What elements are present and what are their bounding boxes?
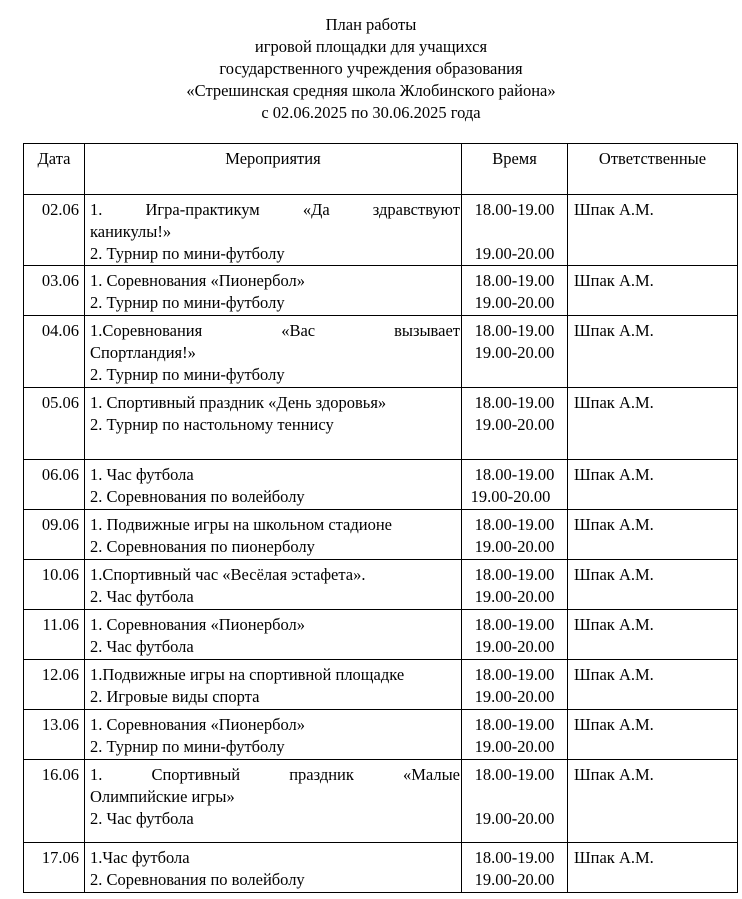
event-item: 1. Час футбола [90, 465, 194, 484]
time-cell [462, 560, 568, 610]
event-item: 1.Подвижные игры на спортивной площадке [90, 665, 405, 684]
event-item: 1. Спортивный праздник «Малые [90, 765, 460, 784]
time-slot: 18.00-19.00 [474, 200, 555, 219]
table-row [24, 195, 738, 266]
event-item: 1.Спортивный час «Весёлая эстафета». [90, 565, 366, 584]
events-cell [85, 760, 462, 843]
time-slot: 19.00-20.00 [474, 637, 555, 656]
event-item: 1. Соревнования «Пионербол» [90, 271, 306, 290]
schedule-table [23, 143, 738, 893]
table-row [24, 560, 738, 610]
time-slot: 19.00-20.00 [474, 244, 555, 263]
time-slot: 18.00-19.00 [474, 765, 555, 784]
time-slot: 18.00-19.00 [474, 848, 555, 867]
time-slot: 18.00-19.00 [474, 565, 555, 584]
time-slot: 19.00-20.00 [474, 737, 555, 756]
time-cell [462, 510, 568, 560]
time-slot: 19.00-20.00 [474, 537, 555, 556]
event-item: 1. Спортивный праздник «День здоровья» [90, 393, 387, 412]
time-slot: 18.00-19.00 [474, 393, 555, 412]
event-item: 2. Час футбола [90, 637, 194, 656]
table-header-row [24, 144, 738, 195]
date-cell: 09.06 [24, 510, 85, 560]
event-item: 1. Игра-практикум «Да здравствуют [90, 200, 460, 219]
event-item: 2. Соревнования по волейболу [90, 487, 305, 506]
date-cell: 05.06 [24, 388, 85, 460]
header-responsible: Ответственные [568, 144, 738, 195]
responsible-cell: Шпак А.М. [568, 195, 738, 266]
event-item: Олимпийские игры» [90, 787, 235, 806]
time-cell [462, 660, 568, 710]
table-row [24, 316, 738, 388]
time-slot: 18.00-19.00 [474, 665, 555, 684]
table-row [24, 460, 738, 510]
document-title [0, 14, 742, 124]
events-cell [85, 266, 462, 316]
time-cell [462, 610, 568, 660]
date-cell: 10.06 [24, 560, 85, 610]
header-time: Время [462, 144, 568, 195]
events-cell [85, 316, 462, 388]
date-cell: 03.06 [24, 266, 85, 316]
table-row [24, 760, 738, 843]
events-cell [85, 510, 462, 560]
table-row [24, 843, 738, 893]
time-slot: 18.00-19.00 [474, 715, 555, 734]
time-slot: 19.00-20.00 [474, 587, 555, 606]
date-cell: 02.06 [24, 195, 85, 266]
event-item: 2. Турнир по мини-футболу [90, 737, 285, 756]
time-slot: 18.00-19.00 [474, 465, 555, 484]
time-slot: 18.00-19.00 [474, 615, 555, 634]
header-date: Дата [24, 144, 85, 195]
time-slot: 19.00-20.00 [474, 809, 555, 828]
date-cell: 06.06 [24, 460, 85, 510]
time-cell [462, 195, 568, 266]
date-cell: 16.06 [24, 760, 85, 843]
responsible-cell: Шпак А.М. [568, 560, 738, 610]
event-item: 2. Турнир по мини-футболу [90, 244, 285, 263]
table-row [24, 388, 738, 460]
responsible-cell: Шпак А.М. [568, 460, 738, 510]
time-cell [462, 710, 568, 760]
table-row [24, 660, 738, 710]
time-cell [462, 388, 568, 460]
events-cell [85, 460, 462, 510]
time-cell [462, 266, 568, 316]
event-item: 1. Соревнования «Пионербол» [90, 715, 306, 734]
date-cell: 11.06 [24, 610, 85, 660]
event-item: 2. Соревнования по пионерболу [90, 537, 315, 556]
event-item: 2. Час футбола [90, 809, 194, 828]
events-cell [85, 660, 462, 710]
table-row [24, 710, 738, 760]
date-cell: 04.06 [24, 316, 85, 388]
date-cell: 13.06 [24, 710, 85, 760]
time-slot: 19.00-20.00 [474, 415, 555, 434]
event-item: каникулы!» [90, 222, 172, 241]
date-cell: 12.06 [24, 660, 85, 710]
table-row [24, 510, 738, 560]
time-slot: 19.00-20.00 [474, 687, 555, 706]
time-slot: 19.00-20.00 [474, 343, 555, 362]
events-cell [85, 560, 462, 610]
events-cell [85, 710, 462, 760]
title-line: «Стрешинская средняя школа Жлобинского района» [186, 81, 556, 100]
responsible-cell: Шпак А.М. [568, 710, 738, 760]
time-slot: 19.00-20.00 [470, 487, 551, 506]
table-row [24, 266, 738, 316]
responsible-cell: Шпак А.М. [568, 660, 738, 710]
time-slot: 18.00-19.00 [474, 321, 555, 340]
event-item: 2. Турнир по мини-футболу [90, 293, 285, 312]
time-cell [462, 760, 568, 843]
event-item: 1.Соревнования «Вас вызывает [90, 321, 460, 340]
event-item: 2. Турнир по мини-футболу [90, 365, 285, 384]
responsible-cell: Шпак А.М. [568, 610, 738, 660]
event-item: 2. Соревнования по волейболу [90, 870, 305, 889]
time-cell [462, 843, 568, 893]
time-slot: 19.00-20.00 [474, 293, 555, 312]
events-cell [85, 388, 462, 460]
responsible-cell: Шпак А.М. [568, 266, 738, 316]
header-events: Мероприятия [85, 144, 462, 195]
events-cell [85, 610, 462, 660]
time-cell [462, 316, 568, 388]
title-line: с 02.06.2025 по 30.06.2025 года [261, 103, 481, 122]
time-slot: 18.00-19.00 [474, 515, 555, 534]
event-item: Спортландия!» [90, 343, 196, 362]
event-item: 2. Игровые виды спорта [90, 687, 260, 706]
event-item: 1. Соревнования «Пионербол» [90, 615, 306, 634]
time-slot: 18.00-19.00 [474, 271, 555, 290]
date-cell: 17.06 [24, 843, 85, 893]
table-row [24, 610, 738, 660]
time-slot: 19.00-20.00 [474, 870, 555, 889]
event-item: 1. Подвижные игры на школьном стадионе [90, 515, 393, 534]
responsible-cell: Шпак А.М. [568, 510, 738, 560]
events-cell [85, 195, 462, 266]
title-line: План работы [325, 15, 417, 34]
responsible-cell: Шпак А.М. [568, 388, 738, 460]
event-item: 1.Час футбола [90, 848, 190, 867]
event-item: 2. Турнир по настольному теннису [90, 415, 334, 434]
responsible-cell: Шпак А.М. [568, 760, 738, 843]
event-item: 2. Час футбола [90, 587, 194, 606]
title-line: игровой площадки для учащихся [254, 37, 488, 56]
responsible-cell: Шпак А.М. [568, 843, 738, 893]
title-line: государственного учреждения образования [219, 59, 523, 78]
events-cell [85, 843, 462, 893]
responsible-cell: Шпак А.М. [568, 316, 738, 388]
time-cell [462, 460, 568, 510]
